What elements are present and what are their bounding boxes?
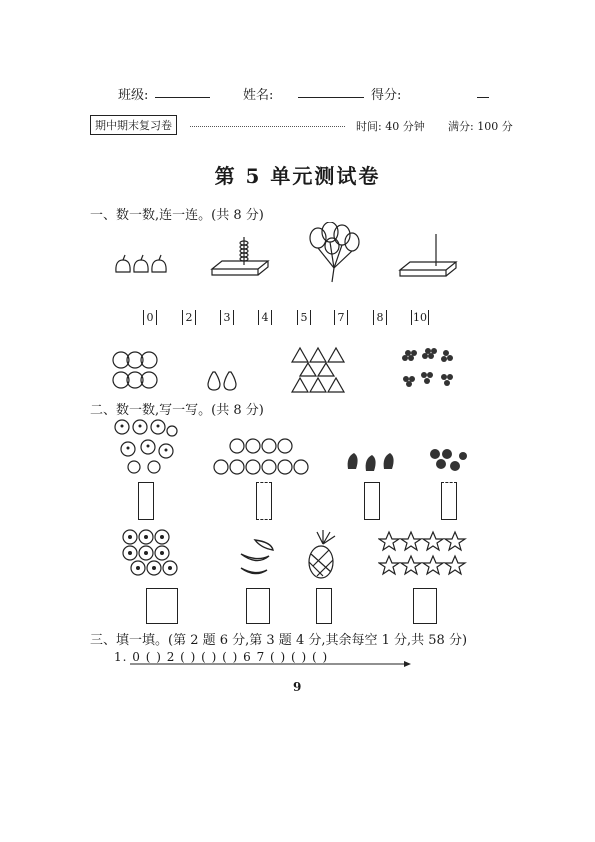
triangles-icon [288, 346, 346, 394]
page-number: 9 [293, 680, 302, 694]
time-info: 时间: 40 分钟 [356, 120, 425, 133]
apples-row-icon [213, 437, 311, 477]
divider [190, 126, 345, 127]
number-card[interactable]: 10 [413, 311, 427, 324]
number-line-arrow [130, 660, 412, 668]
answer-box-stars[interactable] [413, 588, 437, 624]
abacus-empty-icon [398, 232, 458, 278]
review-tag: 期中期末复习卷 [90, 115, 177, 135]
page-title: 第 5 单元测试卷 [214, 164, 381, 188]
class-label: 班级: [118, 88, 149, 103]
peach-icon [113, 252, 169, 278]
section-2-label: 二、数一数,写一写。(共 8 分) [90, 403, 264, 418]
number-card[interactable]: 7 [334, 310, 348, 325]
answer-box-flowers[interactable] [146, 588, 178, 624]
name-blank[interactable] [298, 97, 364, 98]
full-score-info: 满分: 100 分 [448, 120, 513, 133]
answer-box-chicks[interactable] [138, 482, 154, 520]
number-card[interactable]: 8 [373, 310, 387, 325]
answer-box-bananas[interactable] [246, 588, 270, 624]
squirrels-icon [344, 447, 398, 475]
flowers-icon [120, 528, 180, 576]
number-card[interactable]: 4 [258, 310, 272, 325]
score-blank[interactable] [477, 97, 489, 98]
pears-icon [205, 368, 239, 392]
class-blank[interactable] [155, 97, 210, 98]
answer-box-apples[interactable] [256, 482, 272, 520]
section-1-label: 一、数一数,连一连。(共 8 分) [90, 208, 264, 223]
apples-icon [112, 348, 158, 392]
stars-icon [378, 530, 470, 578]
section-3-label: 三、填一填。(第 2 题 6 分,第 3 题 4 分,其余每空 1 分,共 58 分) [90, 633, 468, 648]
number-line-question: 1. 0 ( ) 2 ( ) ( ) ( ) 6 7 ( ) ( ) ( ) [114, 650, 329, 664]
answer-box-ladybugs[interactable] [441, 482, 457, 520]
pineapple-icon [303, 530, 343, 580]
ladybugs-icon [427, 446, 469, 476]
number-card[interactable]: 5 [297, 310, 311, 325]
name-label: 姓名: [243, 88, 274, 103]
balloons-icon [306, 222, 362, 284]
answer-box-pineapple[interactable] [316, 588, 332, 624]
abacus-icon [210, 233, 270, 277]
score-label: 得分: [371, 88, 402, 103]
number-card[interactable]: 3 [220, 310, 234, 325]
chicks-icon [112, 417, 178, 475]
bananas-icon [237, 536, 277, 578]
grapes-icon [398, 345, 456, 393]
number-card[interactable]: 0 [143, 310, 157, 325]
number-card[interactable]: 2 [182, 310, 196, 325]
answer-box-squirrels[interactable] [364, 482, 380, 520]
